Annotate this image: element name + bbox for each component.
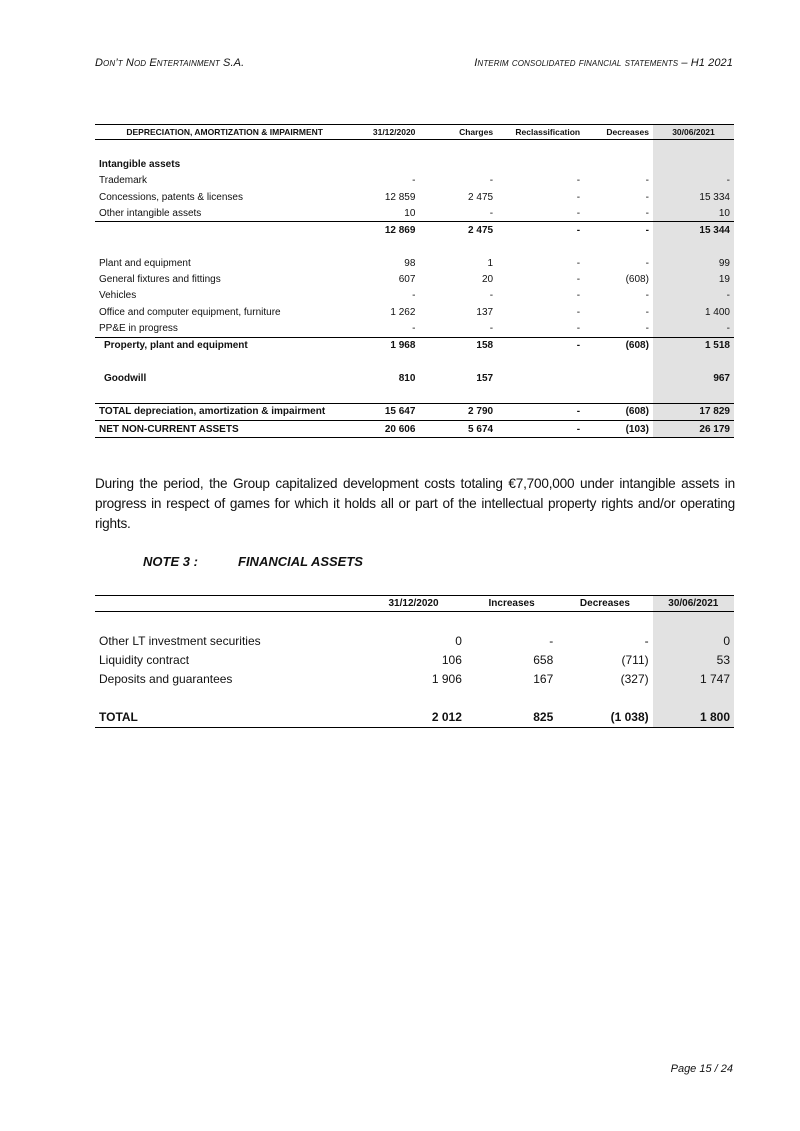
row-label: Other intangible assets bbox=[99, 207, 202, 219]
body-paragraph: During the period, the Group capitalized development costs totaling €7,700,000 under intangible assets in progress in respect of games for which it holds all or part of the intellectual property rights and/or operating rights. bbox=[95, 475, 735, 531]
cell: 19 bbox=[653, 271, 734, 287]
cell: 15 334 bbox=[653, 189, 734, 205]
cell: - bbox=[497, 403, 584, 420]
cell: 20 bbox=[481, 274, 494, 286]
cell: - bbox=[576, 257, 581, 269]
cell: 2 475 bbox=[419, 222, 497, 239]
cell: - bbox=[584, 222, 653, 239]
column-header: 30/06/2021 bbox=[653, 125, 734, 140]
cell: - bbox=[549, 633, 554, 648]
table-row bbox=[95, 288, 734, 304]
cell: 2 790 bbox=[419, 403, 497, 420]
cell: - bbox=[645, 257, 649, 269]
row-label: Office and computer equipment, furniture bbox=[99, 306, 281, 318]
cell: 1 747 bbox=[653, 669, 734, 688]
table-row bbox=[95, 205, 734, 222]
cell: 53 bbox=[653, 650, 734, 669]
cell: 5 674 bbox=[419, 421, 497, 438]
column-header bbox=[95, 596, 361, 612]
cell: (327) bbox=[620, 671, 649, 686]
cell bbox=[584, 370, 653, 386]
cell: - bbox=[497, 421, 584, 438]
table-row bbox=[95, 173, 734, 189]
cell: 99 bbox=[653, 255, 734, 271]
table-row bbox=[95, 631, 734, 650]
row-label: General fixtures and fittings bbox=[99, 274, 221, 286]
column-header: DEPRECIATION, AMORTIZATION & IMPAIRMENT bbox=[95, 125, 354, 140]
cell: - bbox=[645, 290, 649, 302]
cell: 1 800 bbox=[653, 707, 734, 728]
table-header-row bbox=[95, 596, 734, 612]
total-row bbox=[95, 707, 734, 728]
subtotal-row bbox=[95, 222, 734, 239]
cell: - bbox=[412, 290, 416, 302]
cell: 658 bbox=[533, 652, 554, 667]
cell: - bbox=[412, 322, 416, 334]
row-label: Property, plant and equipment bbox=[95, 337, 354, 354]
cell: 106 bbox=[441, 652, 462, 667]
cell: (608) bbox=[584, 337, 653, 354]
cell: - bbox=[645, 306, 649, 318]
column-header: Reclassification bbox=[497, 125, 584, 140]
cell: - bbox=[489, 175, 494, 187]
cell: 1 400 bbox=[653, 304, 734, 320]
row-label: NET NON-CURRENT ASSETS bbox=[95, 421, 354, 438]
cell: 1 262 bbox=[390, 306, 416, 318]
financial-assets-table bbox=[95, 595, 734, 728]
table-row bbox=[95, 189, 734, 205]
column-header: Charges bbox=[419, 125, 497, 140]
cell: (608) bbox=[625, 274, 649, 286]
row-label bbox=[95, 222, 354, 239]
cell: 967 bbox=[653, 370, 734, 386]
cell: 98 bbox=[404, 257, 416, 269]
table-row bbox=[95, 320, 734, 337]
table-row bbox=[95, 255, 734, 271]
cell: 17 829 bbox=[653, 403, 734, 420]
cell bbox=[497, 370, 584, 386]
cell: 607 bbox=[398, 274, 416, 286]
cell: - bbox=[653, 173, 734, 189]
cell: - bbox=[489, 207, 494, 219]
section-heading: Intangible assets bbox=[99, 158, 181, 170]
cell: - bbox=[576, 191, 581, 203]
cell: - bbox=[576, 290, 581, 302]
cell: - bbox=[645, 207, 649, 219]
row-label: PP&E in progress bbox=[99, 322, 178, 334]
column-header: 30/06/2021 bbox=[653, 596, 734, 612]
cell: (1 038) bbox=[557, 707, 652, 728]
cell: - bbox=[576, 207, 581, 219]
cell: 810 bbox=[398, 372, 416, 384]
table-row bbox=[95, 304, 734, 320]
cell: (608) bbox=[584, 403, 653, 420]
cell: 15 647 bbox=[354, 403, 419, 420]
cell: 10 bbox=[653, 205, 734, 222]
cell: 1 518 bbox=[653, 337, 734, 354]
row-label: TOTAL bbox=[95, 707, 361, 728]
page-number: Page 15 / 24 bbox=[670, 1063, 733, 1075]
column-header: Decreases bbox=[584, 125, 653, 140]
table-row bbox=[95, 271, 734, 287]
section-heading-row bbox=[95, 156, 734, 172]
subtotal-row bbox=[95, 337, 734, 354]
column-header: 31/12/2020 bbox=[361, 596, 466, 612]
row-label: Concessions, patents & licenses bbox=[99, 191, 243, 203]
cell: 157 bbox=[476, 372, 494, 384]
cell: 0 bbox=[653, 631, 734, 650]
table-row bbox=[95, 669, 734, 688]
cell: - bbox=[489, 290, 494, 302]
cell: - bbox=[645, 191, 649, 203]
cell: - bbox=[576, 175, 581, 187]
row-label: Deposits and guarantees bbox=[99, 671, 233, 686]
cell: 15 344 bbox=[653, 222, 734, 239]
cell: 158 bbox=[419, 337, 497, 354]
cell: 2 475 bbox=[468, 191, 494, 203]
cell: 1 bbox=[487, 257, 494, 269]
cell: (711) bbox=[621, 652, 649, 667]
row-label: Plant and equipment bbox=[99, 257, 191, 269]
cell: - bbox=[645, 322, 649, 334]
table-header-row bbox=[95, 125, 734, 140]
row-label: TOTAL depreciation, amortization & impairment bbox=[95, 403, 354, 420]
net-non-current-assets-row bbox=[95, 421, 734, 438]
cell: - bbox=[497, 337, 584, 354]
row-label: Other LT investment securities bbox=[99, 633, 261, 648]
header-document-title: Interim consolidated financial statements – H1 2021 bbox=[474, 57, 733, 69]
cell: - bbox=[497, 222, 584, 239]
cell: - bbox=[576, 274, 581, 286]
cell: 0 bbox=[455, 633, 462, 648]
cell: - bbox=[645, 175, 649, 187]
cell: - bbox=[576, 322, 581, 334]
cell: 12 869 bbox=[354, 222, 419, 239]
cell: 20 606 bbox=[354, 421, 419, 438]
row-label: Trademark bbox=[99, 175, 147, 187]
cell: 1 906 bbox=[431, 671, 462, 686]
note-number: NOTE 3 : bbox=[143, 554, 198, 569]
cell: - bbox=[412, 175, 416, 187]
column-header: 31/12/2020 bbox=[354, 125, 419, 140]
cell: 10 bbox=[404, 207, 416, 219]
note-title: FINANCIAL ASSETS bbox=[238, 554, 363, 569]
depreciation-table bbox=[95, 124, 734, 438]
column-header: Increases bbox=[466, 596, 557, 612]
header-company: Don’t Nod Entertainment S.A. bbox=[95, 57, 245, 69]
column-header: Decreases bbox=[557, 596, 652, 612]
cell: 12 859 bbox=[384, 191, 416, 203]
table-row bbox=[95, 650, 734, 669]
cell: 1 968 bbox=[354, 337, 419, 354]
cell: - bbox=[653, 288, 734, 304]
cell: - bbox=[576, 306, 581, 318]
row-label: Goodwill bbox=[104, 372, 147, 384]
cell: 2 012 bbox=[361, 707, 466, 728]
cell: 825 bbox=[466, 707, 557, 728]
cell: 137 bbox=[476, 306, 494, 318]
cell: - bbox=[489, 322, 494, 334]
total-row bbox=[95, 403, 734, 420]
cell: - bbox=[644, 633, 649, 648]
goodwill-row bbox=[95, 370, 734, 386]
cell: 26 179 bbox=[653, 421, 734, 438]
cell: 167 bbox=[533, 671, 554, 686]
cell: - bbox=[653, 320, 734, 337]
row-label: Liquidity contract bbox=[99, 652, 190, 667]
row-label: Vehicles bbox=[99, 290, 137, 302]
cell: (103) bbox=[584, 421, 653, 438]
